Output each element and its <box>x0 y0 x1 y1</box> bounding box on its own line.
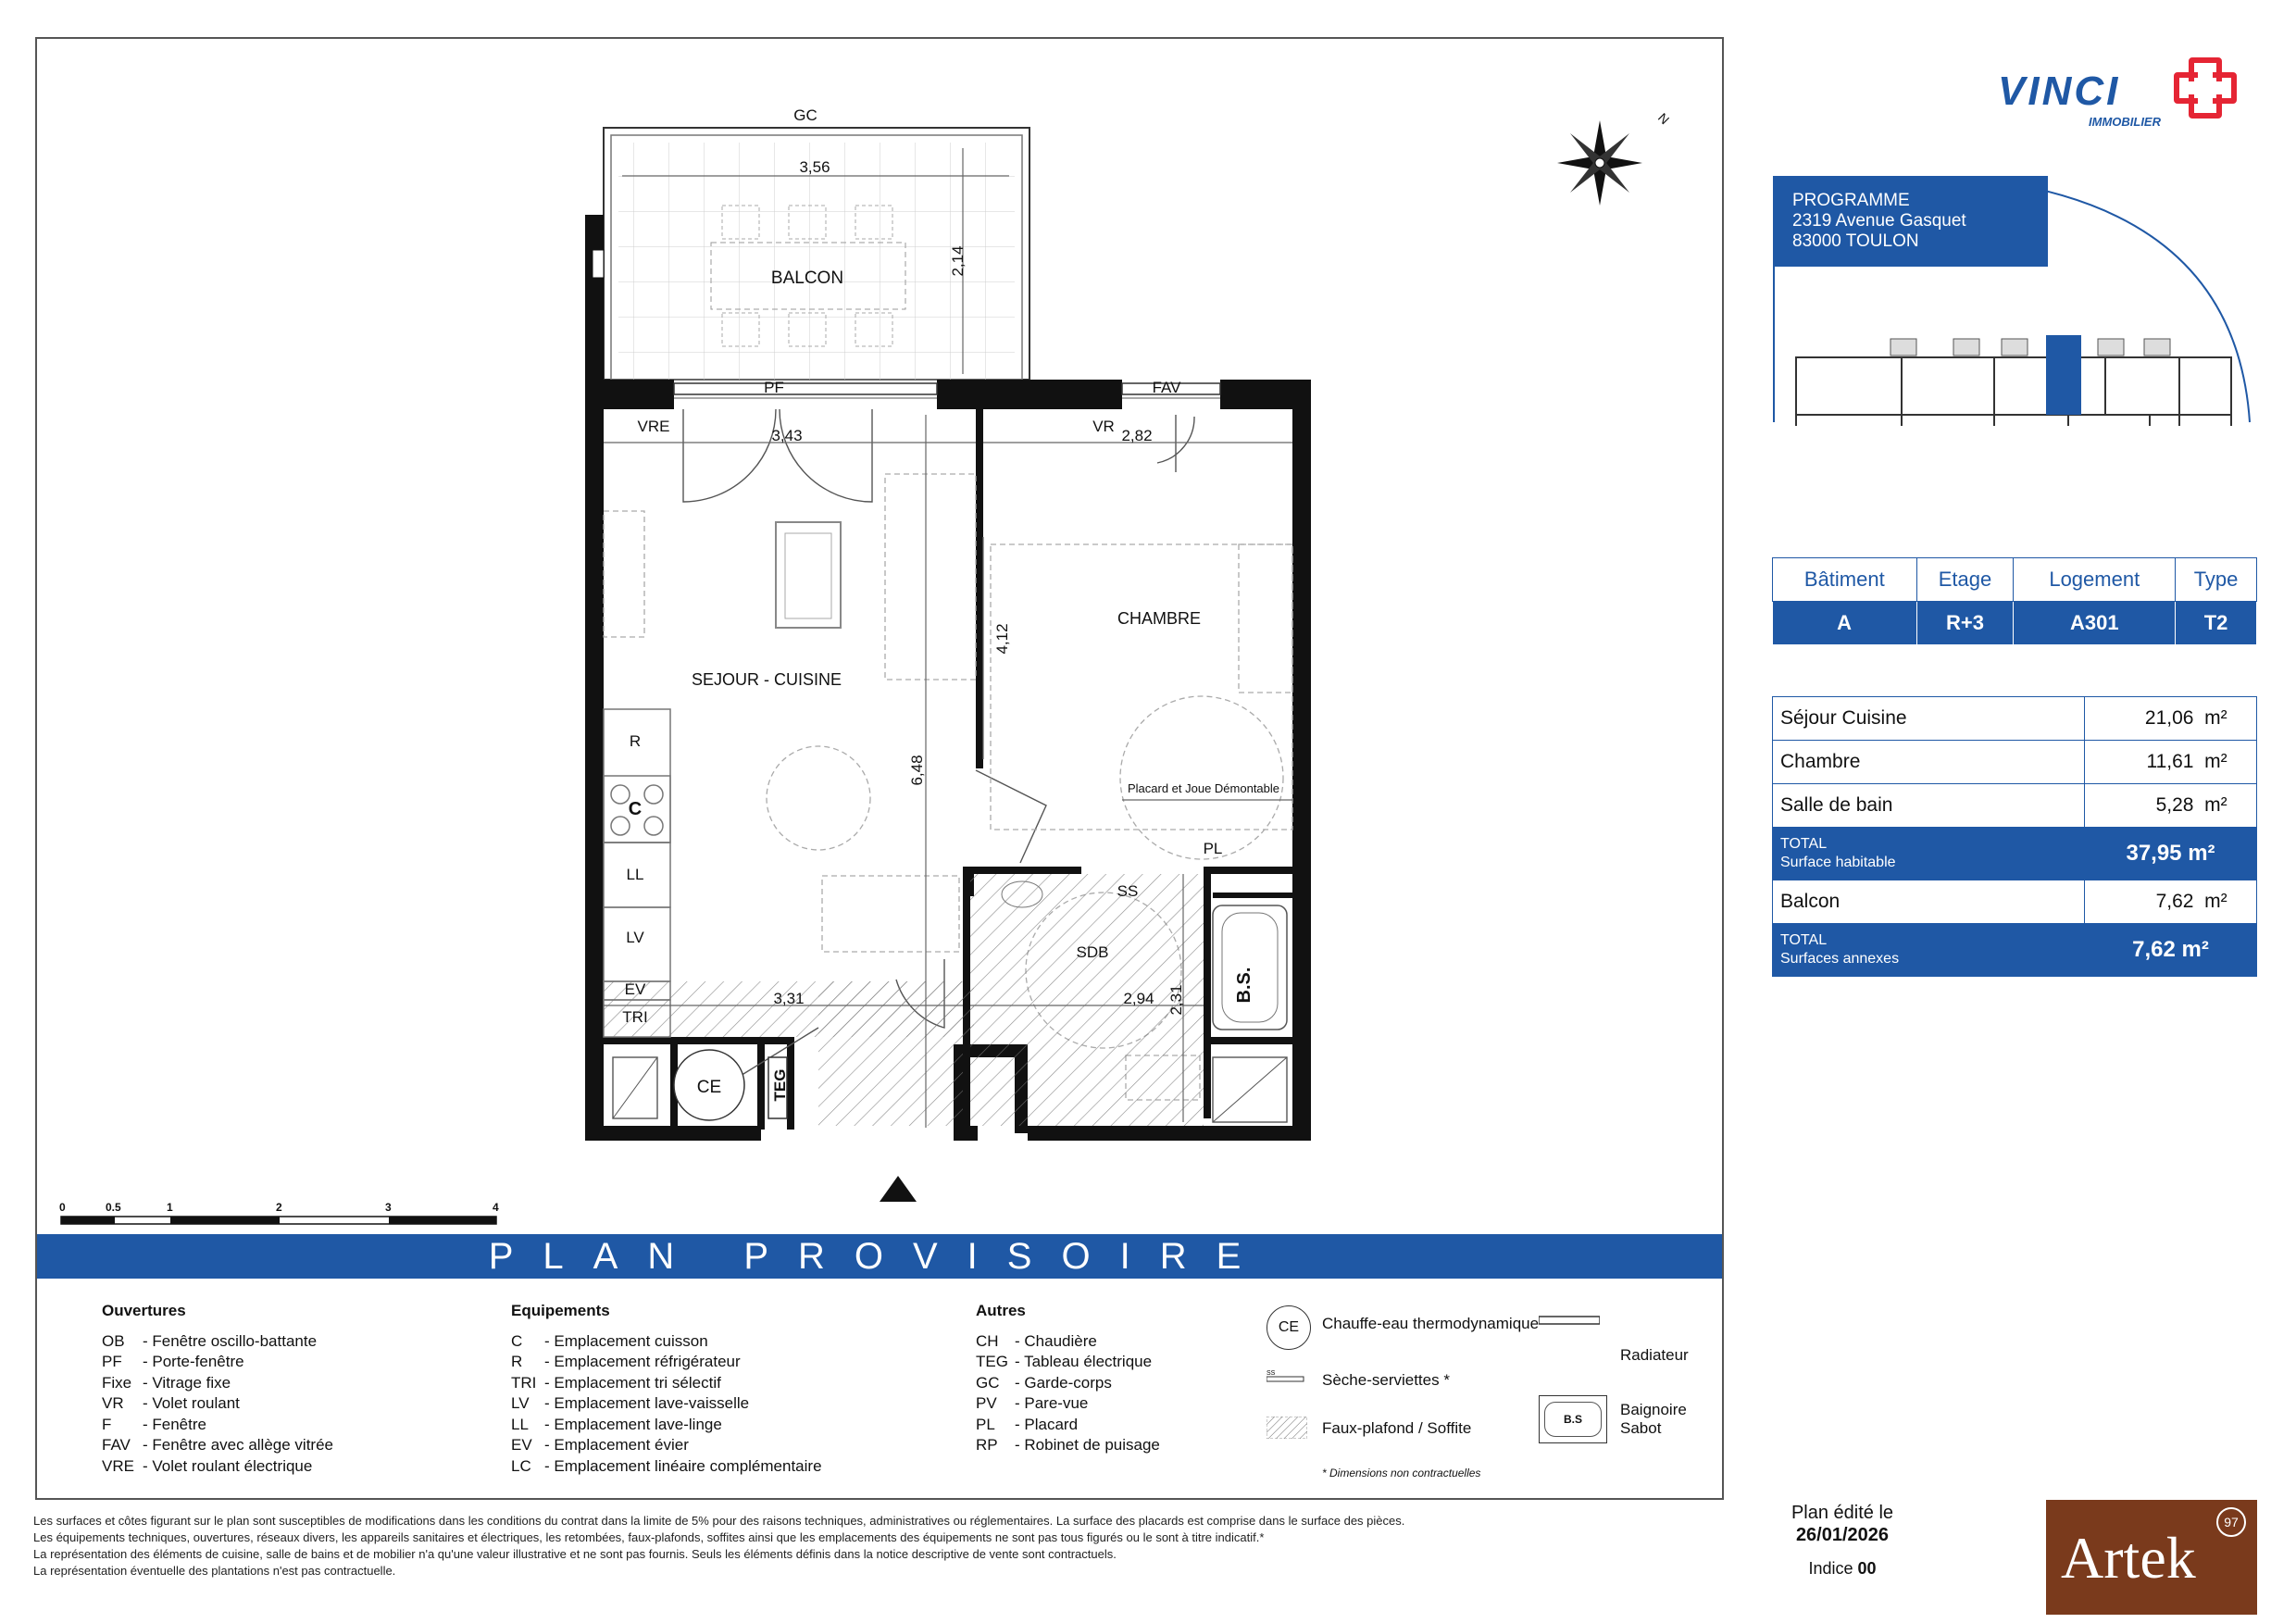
programme-block <box>1792 191 1966 252</box>
dim-3-31: 3,31 <box>773 990 805 1007</box>
label-ev: EV <box>624 980 646 998</box>
label-lv: LV <box>626 929 644 946</box>
legend-fp-text: Faux-plafond / Soffite <box>1322 1419 1472 1437</box>
legend-item: F - Fenêtre <box>102 1415 206 1433</box>
ce-symbol-icon: CE <box>1267 1305 1311 1350</box>
total-annexes-line2: Surfaces annexes <box>1780 951 1900 967</box>
room-chambre: CHAMBRE <box>1117 609 1202 628</box>
artek-badge: 97 <box>2216 1507 2246 1537</box>
scale-label-4: 4 <box>493 1201 499 1214</box>
svg-text:SS: SS <box>1267 1370 1276 1377</box>
dim-2-31: 2,31 <box>1167 984 1185 1016</box>
legend-item: GC - Garde-corps <box>976 1373 1112 1392</box>
total-habitable-line2: Surface habitable <box>1780 855 1896 870</box>
vinci-cross-fill <box>2183 81 2227 94</box>
label-gc: GC <box>793 106 817 124</box>
lot-info-table <box>1772 557 2257 644</box>
programme-city: 83000 TOULON <box>1792 231 1919 251</box>
value-logement: A301 <box>2014 602 2176 645</box>
legend-item: Fixe - Vitrage fixe <box>102 1373 231 1392</box>
total-annexes-label <box>1773 924 2085 977</box>
legend-item: RP - Robinet de puisage <box>976 1436 1160 1454</box>
annex-row <box>1773 880 2257 924</box>
floor-plan <box>37 39 1722 1233</box>
total-habitable-line1: TOTAL <box>1780 836 1828 852</box>
vinci-logo-text: VINCI <box>1998 69 2121 114</box>
legend-autres-title: Autres <box>976 1302 1026 1319</box>
legend-item: PV - Pare-vue <box>976 1394 1089 1412</box>
header-batiment: Bâtiment <box>1773 558 1917 602</box>
surface-row <box>1773 784 2257 828</box>
footer-line: La représentation des éléments de cuisine, salle de bains et de mobilier n'a qu'une valeur illustrative et ne sont pas fournis. Seuls les éléments définis dans la notice descriptive de vente sont contractuels. <box>33 1547 1117 1561</box>
legend-item: VRE - Volet roulant électrique <box>102 1456 313 1475</box>
footer-line: La représentation éventuelle des plantations n'est pas contractuelle. <box>33 1564 396 1578</box>
footer-line: Les surfaces et côtes figurant sur le plan sont susceptibles de modifications dans les conditions du contrat dans la limite de 5% pour des raisons techniques, administratives ou réglementaires. La surface des placards est comprise dans le surface des pièces. <box>33 1514 1405 1528</box>
radiator-icon <box>1539 1315 1600 1328</box>
surface-value: 11,61 m² <box>2085 741 2257 784</box>
total-annexes-value: 7,62 m² <box>2085 924 2257 977</box>
scale-label-3: 3 <box>385 1201 392 1214</box>
scale-bar <box>61 1217 496 1224</box>
legend-item: LC - Emplacement linéaire complémentaire <box>511 1456 822 1475</box>
legend-item: PF - Porte-fenêtre <box>102 1353 244 1370</box>
scale-labels <box>59 1201 499 1214</box>
label-vr: VR <box>1092 418 1115 435</box>
value-type: T2 <box>2176 602 2257 645</box>
scale-label-1: 1 <box>167 1201 173 1214</box>
dim-3-43: 3,43 <box>771 427 803 444</box>
dim-3-56: 3,56 <box>799 158 830 176</box>
programme-title: PROGRAMME <box>1792 191 1910 210</box>
surface-value: 21,06 m² <box>2085 697 2257 741</box>
legend-equipements <box>511 1301 822 1477</box>
label-pl: PL <box>1203 840 1223 857</box>
legend-ouvertures <box>102 1301 333 1477</box>
dim-2-14: 2,14 <box>949 245 967 277</box>
value-batiment: A <box>1773 602 1917 645</box>
surface-label: Séjour Cuisine <box>1773 697 2085 741</box>
surface-value: 5,28 m² <box>2085 784 2257 828</box>
dim-6-48: 6,48 <box>908 755 926 786</box>
total-habitable-row <box>1773 828 2257 880</box>
total-annexes-row <box>1773 924 2257 977</box>
vinci-logo-sub: IMMOBILIER <box>2089 115 2161 129</box>
surface-label: Chambre <box>1773 741 2085 784</box>
label-ce: CE <box>696 1078 722 1097</box>
legend-ouvertures-title: Ouvertures <box>102 1302 186 1319</box>
legend-item: PL - Placard <box>976 1415 1079 1433</box>
legend-baignoire-line2: Sabot <box>1620 1419 1662 1437</box>
legend-ce-text: Chauffe-eau thermodynamique <box>1322 1315 1540 1332</box>
plan-provisoire-banner: PLAN PROVISOIRE <box>37 1234 1722 1279</box>
edition-date: 26/01/2026 <box>1795 1525 1890 1545</box>
scale-label-2: 2 <box>276 1201 282 1214</box>
annex-label: Balcon <box>1773 880 2085 924</box>
label-ss: SS <box>1117 882 1139 900</box>
legend-item: VR - Volet roulant <box>102 1394 240 1412</box>
scale-label-0: 0 <box>59 1201 66 1214</box>
label-vre: VRE <box>637 418 670 435</box>
legend-item: CH - Chaudière <box>976 1331 1097 1350</box>
room-sdb: SDB <box>1076 943 1109 961</box>
programme-address: 2319 Avenue Gasquet <box>1792 211 1966 231</box>
label-fav: FAV <box>1152 379 1181 396</box>
surface-row <box>1773 697 2257 741</box>
label-bs: B.S. <box>1234 967 1254 1004</box>
dim-2-94: 2,94 <box>1123 990 1154 1007</box>
label-teg: TEG <box>771 1068 789 1102</box>
header-etage: Etage <box>1916 558 2014 602</box>
edition-label: Plan édité le <box>1791 1503 1894 1523</box>
legend-item: LV - Emplacement lave-vaisselle <box>511 1394 750 1412</box>
dim-2-82: 2,82 <box>1121 427 1153 444</box>
legend-item: R - Emplacement réfrigérateur <box>511 1353 741 1370</box>
label-tri: TRI <box>622 1008 648 1026</box>
legend-item: TRI - Emplacement tri sélectif <box>511 1373 721 1392</box>
edition-block <box>1759 1502 1926 1579</box>
legend-item: C - Emplacement cuisson <box>511 1331 708 1350</box>
legend-item: TEG - Tableau électrique <box>976 1353 1153 1370</box>
footer-disclaimer <box>33 1513 1700 1579</box>
edition-indice: Indice 00 <box>1808 1559 1877 1578</box>
legend-autres <box>976 1301 1160 1456</box>
header-type: Type <box>2176 558 2257 602</box>
bathtub-symbol-icon <box>1539 1395 1607 1443</box>
surface-label: Salle de bain <box>1773 784 2085 828</box>
legend-equipements-title: Equipements <box>511 1302 610 1319</box>
north-compass-icon <box>1557 120 1642 206</box>
annex-value: 7,62 m² <box>2085 880 2257 924</box>
room-balcon: BALCON <box>770 268 844 288</box>
vinci-logo <box>1989 54 2248 128</box>
legend-baignoire-line1: Baignoire <box>1620 1401 1687 1418</box>
legend-item: FAV - Fenêtre avec allège vitrée <box>102 1436 333 1454</box>
artek-logo <box>2046 1500 2257 1615</box>
total-habitable-label <box>1773 828 2085 880</box>
label-c: C <box>628 799 643 819</box>
total-annexes-line1: TOTAL <box>1780 932 1828 948</box>
label-north: N <box>1654 109 1673 128</box>
label-ll: LL <box>626 866 644 883</box>
artek-logo-text: Artek <box>2061 1525 2196 1591</box>
label-pf: PF <box>764 379 784 396</box>
legend-radiateur-text: Radiateur <box>1620 1346 1689 1364</box>
hatch-swatch-icon <box>1267 1417 1307 1439</box>
towel-dryer-icon <box>1267 1368 1318 1383</box>
legend-baignoire-text <box>1620 1401 1687 1438</box>
surface-row <box>1773 741 2257 784</box>
surfaces-table <box>1772 696 2257 977</box>
label-placard: Placard et Joue Démontable <box>1127 781 1280 795</box>
footer-line: Les équipements techniques, ouvertures, réseaux divers, les appareils sanitaires et électriques, les retombées, faux-plafonds, soffites ainsi que les emplacements des équipements ne sont pas tous figurés ou le sont à titre indicatif.* <box>33 1530 1265 1544</box>
legend-item: EV - Emplacement évier <box>511 1436 689 1454</box>
header-logement: Logement <box>2014 558 2176 602</box>
legend-note: * Dimensions non contractuelles <box>1322 1467 1481 1479</box>
label-r: R <box>629 732 642 750</box>
entrance-arrow-icon <box>880 1176 917 1202</box>
value-etage: R+3 <box>1916 602 2014 645</box>
legend-item: LL - Emplacement lave-linge <box>511 1415 722 1433</box>
bathtub-symbol-label: B.S <box>1544 1402 1602 1437</box>
total-habitable-value: 37,95 m² <box>2085 828 2257 880</box>
dim-4-12: 4,12 <box>993 623 1011 655</box>
scale-label-0-5: 0.5 <box>106 1201 121 1214</box>
legend-item: OB - Fenêtre oscillo-battante <box>102 1331 318 1350</box>
room-sejour: SEJOUR - CUISINE <box>691 670 842 689</box>
legend-ss-text: Sèche-serviettes * <box>1322 1371 1450 1389</box>
